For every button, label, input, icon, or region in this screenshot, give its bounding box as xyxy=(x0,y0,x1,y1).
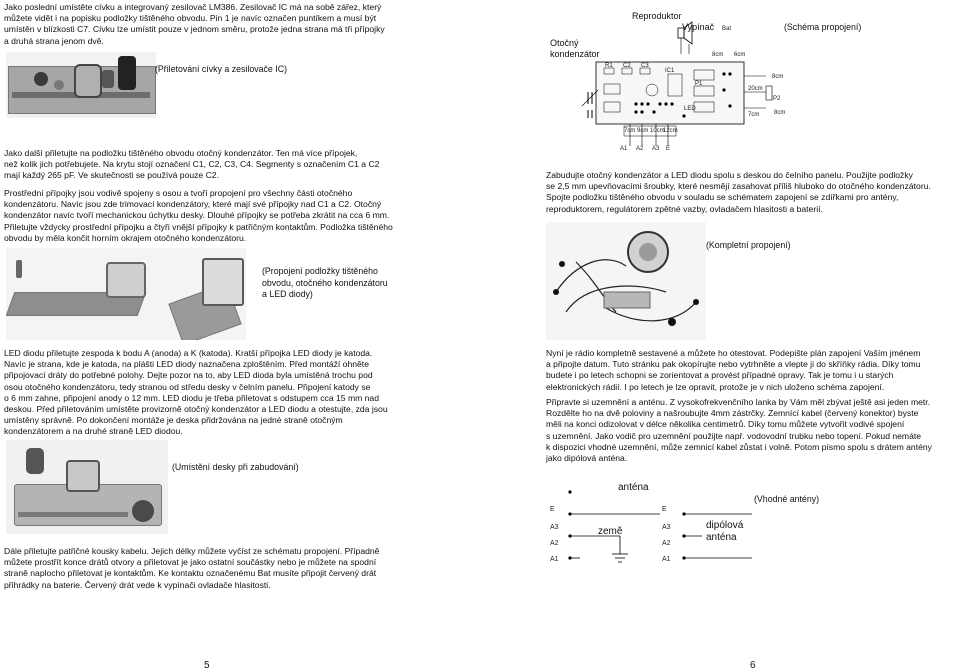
placement-caption: (Umístění desky při zabudování) xyxy=(172,462,299,472)
page-number-left: 5 xyxy=(204,660,210,671)
diag2-terminal-a3: A3 xyxy=(662,524,671,531)
intro-paragraph: Jako poslední umístěte cívku a integrovaný zesilovač LM386. Zesilovač IC má na sobě zářez, který můžete vidět i na popisku podložky tištěného obvodu. Pin 1 je navíc označen puntíkem a musí být umístěn v blízkosti C7. Cívku lze umístit pouze v jednom směru, protože jedna strana má tři přípojky a druhá strana jenom dvě. xyxy=(4,2,385,46)
ground-label: země xyxy=(598,526,623,537)
wire-length-7cm: 7cm xyxy=(624,128,636,134)
page-number-right: 6 xyxy=(750,660,756,671)
speaker-label: Reproduktor xyxy=(632,11,682,21)
antenna-paragraph: Připravte si uzemnění a anténu. Z vysokofrekvenčního lanka by Vám měl zbývat ještě asi jeden metr. Rozdělte ho na dvě poloviny a našroubujte 4mm zástrčky. Zemnící kabel (červený konektor) byste měli na konci odizolovat v délce několika centimetrů. Díky tomu můžete vytvořit vodivé spojení s uzemnění. Jako vodič pro uzemnění použijte např. vodovodní trubku nebo topení. Pokud nemáte k dispozici vhodné uzemnění, může zemnicí kabel zůstat i volně. Potom písmo spolu s drátem antény jako dipólová anténa. xyxy=(546,397,932,464)
terminal-a2: A2 xyxy=(636,146,644,152)
diag1-terminal-a3: A3 xyxy=(550,524,559,531)
part-label-ic1: IC1 xyxy=(665,68,675,74)
part-label-p1: P1 xyxy=(695,81,703,87)
switch-label: Vypínač xyxy=(682,22,715,32)
wire-length-9cm: 9cm xyxy=(637,128,649,134)
terminal-a1: A1 xyxy=(620,146,628,152)
capacitor-label: Otočný kondenzátor xyxy=(550,38,600,59)
connections-paragraph: Prostřední přípojky jsou vodivě spojeny s osou a tvoří propojení pro všechny části otočného kondenzátoru. Navíc jsou zde trimovací kondenzátory, které mají své přípojky nad C1 a C2. Otočný kondenzátor navíc tvoří mechanickou úchytku desky. Dlouhé přípojky se potřeba zkrátit na cca 6 mm. Přiletujte vždycky prostřední přípojku a čtyři vnější přípojky k patřičným kontaktům. Podložka tištěného obvodu by měla končit horním okrajem otočného kondenzátoru. xyxy=(4,188,393,243)
wiring-schematic xyxy=(544,8,804,158)
led-paragraph: LED diodu přiletujte zespoda k bodu A (anoda) a K (katoda). Kratší přípojka LED diody je katoda. Navíc je strana, kde je katoda, na plášti LED diody naznačena zploštěním. Před montáží ohněte připojovací dráty do potřebné polohy. Dejte pozor na to, aby LED dioda byla umístěná trochu pod osou otočného kondenzátoru, tedy stranou od středu desky v čelním panelu. Připojení katody se o 6 mm zahne, připojení anody o 12 mm. LED diodu je třeba přiletovat s odstupem cca 15 mm nad deskou. Před přiletováním umístěte provizorně otočný kondenzátor a LED diodu a otestujte, zda jsou umístěny správně. Po dokončení montáže je deska přidržována na jedné straně otočným kondenzátorem a na druhé straně LED diodou. xyxy=(4,348,388,437)
wire-length-r-4: 20cm xyxy=(748,86,763,92)
part-label-c2: C2 xyxy=(623,63,631,69)
schematic-drawing xyxy=(544,8,804,158)
complete-assembly-photo xyxy=(546,222,706,340)
diag2-terminal-a1: A1 xyxy=(662,556,671,563)
complete-caption: (Kompletní propojení) xyxy=(706,240,791,250)
right-page xyxy=(480,0,960,671)
wire-length-r-2: 6cm xyxy=(734,52,746,58)
wire-length-r-6: 7cm xyxy=(748,112,760,118)
wire-length-r-1: 8cm xyxy=(712,52,724,58)
diag1-terminal-a1: A1 xyxy=(550,556,559,563)
wire-length-12cm: 12cm xyxy=(663,128,678,134)
pcb-capacitor-photo xyxy=(6,248,246,340)
board-placement-photo xyxy=(6,440,168,534)
antenna-diagram-ground xyxy=(550,478,670,570)
wire-length-10cm: 10cm xyxy=(650,128,665,134)
part-label-c3: C3 xyxy=(641,63,649,69)
antennas-caption: (Vhodné antény) xyxy=(754,494,820,504)
coil-caption: (Přiletování cívky a zesilovače IC) xyxy=(155,64,287,74)
terminal-a3: A3 xyxy=(652,146,660,152)
antenna-label: anténa xyxy=(618,482,649,493)
dipole-label: dipólová anténa xyxy=(706,520,744,543)
terminal-e: E xyxy=(666,146,671,152)
capacitor-paragraph: Jako další přiletujte na podložku tištěného obvodu otočný kondenzátor. Ten má více přípojek, než kolik jich potřebujete. Na krytu stojí označení C1, C2, C3, C4. Segmenty s označením C1 a C2 mají každý 265 pF. Ve skutečnosti se používá pouze C2. xyxy=(4,148,380,181)
antenna-diagram-dipole xyxy=(662,478,842,570)
wire-length-r-3: 8cm xyxy=(772,74,784,80)
wire-length-r-5: 8cm xyxy=(774,110,786,116)
front-panel-paragraph: Zabudujte otočný kondenzátor a LED diodu spolu s deskou do čelního panelu. Použijte podložky se 2,5 mm upevňovacími šroubky, které nesmějí zasahovat příliš hluboko do otočného kondenzátoru. Spojte podložku tištěného obvodu v souladu se schématem zapojení se zdířkami pro antény, reproduktorem, regulátorem zpětné vazby, ovladačem hlasitosti a baterií. xyxy=(546,170,931,214)
part-label-r1: R1 xyxy=(605,63,613,69)
part-label-p2: P2 xyxy=(773,96,781,102)
ready-paragraph: Nyní je rádio kompletně sestavené a můžete ho otestovat. Podepište plán zapojení Vaším jménem a připojte datum. Tuto stránku pak okopírujte nebo vytrhněte a vlepte ji do skříňky rádia. Díky tomu budete i po letech schopni se zorientovat a provést případné opravy. Tak je tomu i u starých elektronických rádií. I po letech je lze opravit, protože je v nich uloženo schéma zapojení. xyxy=(546,348,921,392)
diag2-terminal-e: E xyxy=(662,506,667,513)
diag2-terminal-a2: A2 xyxy=(662,540,671,547)
cable-paragraph: Dále přiletujte patřičné kousky kabelu. Jejich délky můžete vyčíst ze schématu propojení. Případně můžete prostřít konce drátů otvory a přiletovat je jako ostatní součástky nebo je můžete na spodní straně naplocho přiletovat je kontaktům. Ke kontaktu označenému Bat musíte připojit červený drát přihrádky na baterie. Červený drát vede k vypínači ovladače hlasitosti. xyxy=(4,546,380,590)
coil-ic-photo xyxy=(6,52,156,118)
diag1-terminal-a2: A2 xyxy=(550,540,559,547)
part-label-bat: Bat xyxy=(722,26,732,32)
diag1-terminal-e: E xyxy=(550,506,555,513)
part-label-led: LED xyxy=(684,106,696,112)
schematic-caption: (Schéma propojení) xyxy=(784,22,862,32)
connection-caption: (Propojení podložky tištěného obvodu, otočného kondenzátoru a LED diody) xyxy=(262,266,388,300)
